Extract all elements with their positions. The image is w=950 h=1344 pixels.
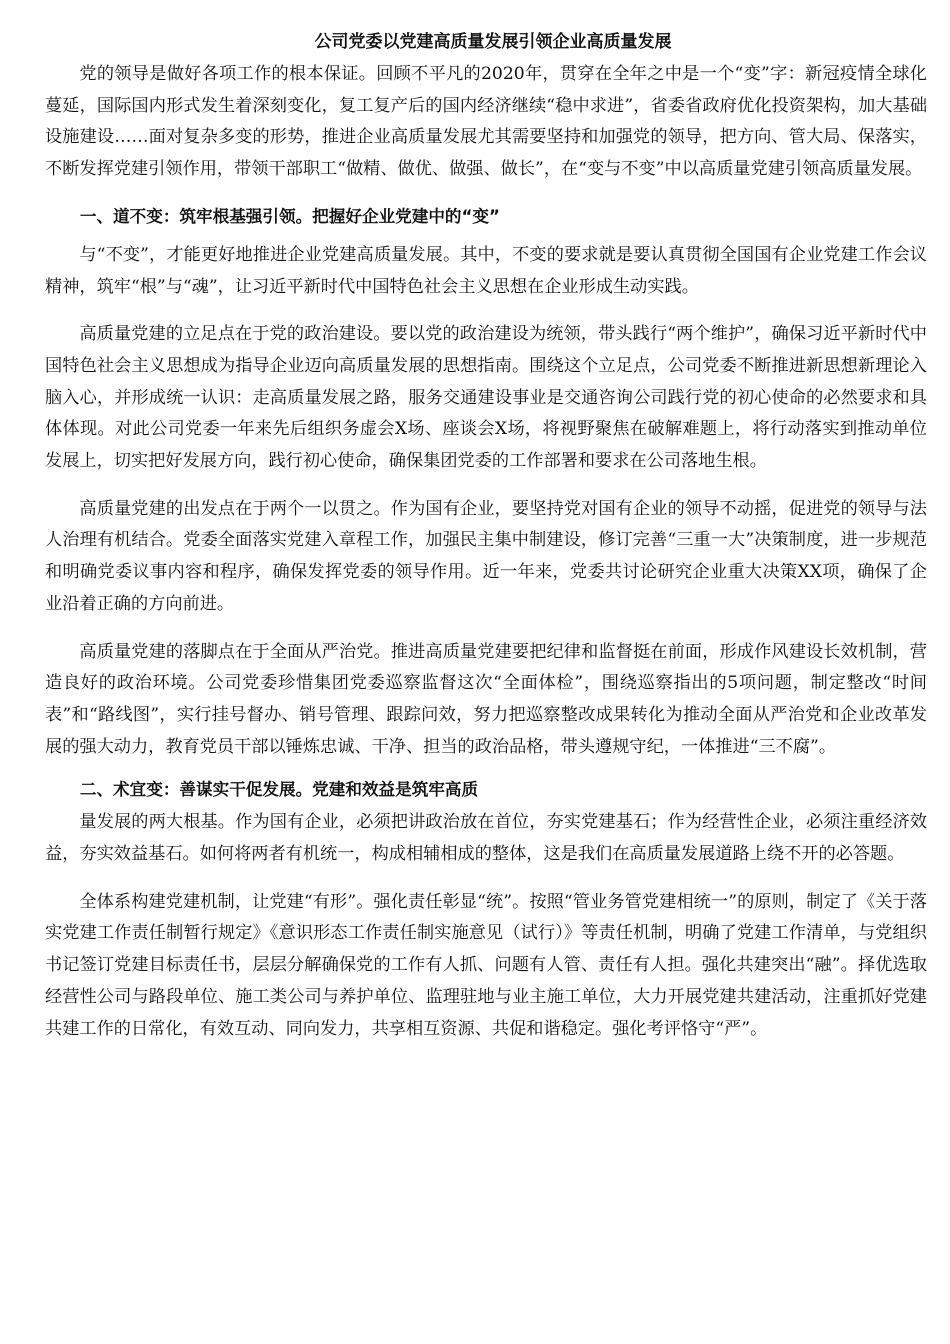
section-1-paragraph-4: 高质量党建的落脚点在于全面从严治党。推进高质量党建要把纪律和监督挺在前面，形成作风建设长效机制，营造良好的政治环境。公司党委珍惜集团党委巡察监督这次“全面体检”，围绕巡察指出的5项问题，制定整改“时间表”和“路线图”，实行挂号督办、销号管理、跟踪问效，努力把巡察整改成果转化为推动全面从严治党和企业改革发展的强大动力，教育党员干部以锤炼忠诚、干净、担当的政治品格，带头遵规守纪，一体推进“三不腐”。 bbox=[45, 641, 927, 757]
section-1-paragraph-3: 高质量党建的出发点在于两个一以贯之。作为国有企业，要坚持党对国有企业的领导不动摇，促进党的领导与法人治理有机结合。党委全面落实党建入章程工作，加强民主集中制建设，修订完善“三重一大”决策制度，进一步规范和明确党委议事内容和程序，确保发挥党委的领导作用。近一年来，党委共讨论研究企业重大决策XX项，确保了企业沿着正确的方向前进。 bbox=[45, 498, 927, 614]
document-title: 公司党委以党建高质量发展引领企业高质量发展 bbox=[314, 32, 672, 52]
section-1-heading: 一、道不变：筑牢根基强引领。把握好企业党建中的“变” bbox=[79, 206, 500, 226]
section-1-paragraph-1: 与“不变”，才能更好地推进企业党建高质量发展。其中，不变的要求就是要认真贯彻全国国有企业党建工作会议精神，筑牢“根”与“魂”，让习近平新时代中国特色社会主义思想在企业形成生动实践。 bbox=[45, 244, 927, 297]
section-2-heading: 二、术宜变：善谋实干促发展。党建和效益是筑牢高质 bbox=[79, 780, 479, 800]
document-page bbox=[45, 28, 927, 1045]
intro-paragraph: 党的领导是做好各项工作的根本保证。回顾不平凡的2020年，贯穿在全年之中是一个“变”字：新冠疫情全球化蔓延，国际国内形式发生着深刻变化，复工复产后的国内经济继续“稳中求进”，省委省政府优化投资架构，加大基础设施建设……面对复杂多变的形势，推进企业高质量发展尤其需要坚持和加强党的领导，把方向、管大局、保落实，不断发挥党建引领作用，带领干部职工“做精、做优、做强、做长”，在“变与不变”中以高质量党建引领高质量发展。 bbox=[45, 64, 928, 180]
section-2-paragraph-2: 全体系构建党建机制，让党建“有形”。强化责任彰显“统”。按照“管业务管党建相统一”的原则，制定了《关于落实党建工作责任制暂行规定》《意识形态工作责任制实施意见（试行）》等责任机制，明确了党建工作清单，与党组织书记签订党建目标责任书，层层分解确保党的工作有人抓、问题有人管、责任有人担。强化共建突出“融”。择优选取经营性公司与路段单位、施工类公司与养护单位、监理驻地与业主施工单位，大力开展党建共建活动，注重抓好党建共建工作的日常化，有效互动、同向发力，共享相互资源、共促和谐稳定。强化考评恪守“严”。 bbox=[45, 891, 927, 1039]
section-2-paragraph-1: 量发展的两大根基。作为国有企业，必须把讲政治放在首位，夯实党建基石；作为经营性企业，必须注重经济效益，夯实效益基石。如何将两者有机统一，构成相辅相成的整体，这是我们在高质量发展道路上绕不开的必答题。 bbox=[45, 812, 927, 865]
section-1-paragraph-2: 高质量党建的立足点在于党的政治建设。要以党的政治建设为统领，带头践行“两个维护”，确保习近平新时代中国特色社会主义思想成为指导企业迈向高质量发展的思想指南。围绕这个立足点，公司党委不断推进新思想新理论入脑入心，并形成统一认识：走高质量发展之路，服务交通建设事业是交通咨询公司践行党的初心使命的必然要求和具体体现。对此公司党委一年来先后组织务虚会X场、座谈会X场，将视野聚焦在破解难题上，将行动落实到推动单位发展上，切实把好发展方向，践行初心使命，确保集团党委的工作部署和要求在公司落地生根。 bbox=[45, 324, 927, 472]
